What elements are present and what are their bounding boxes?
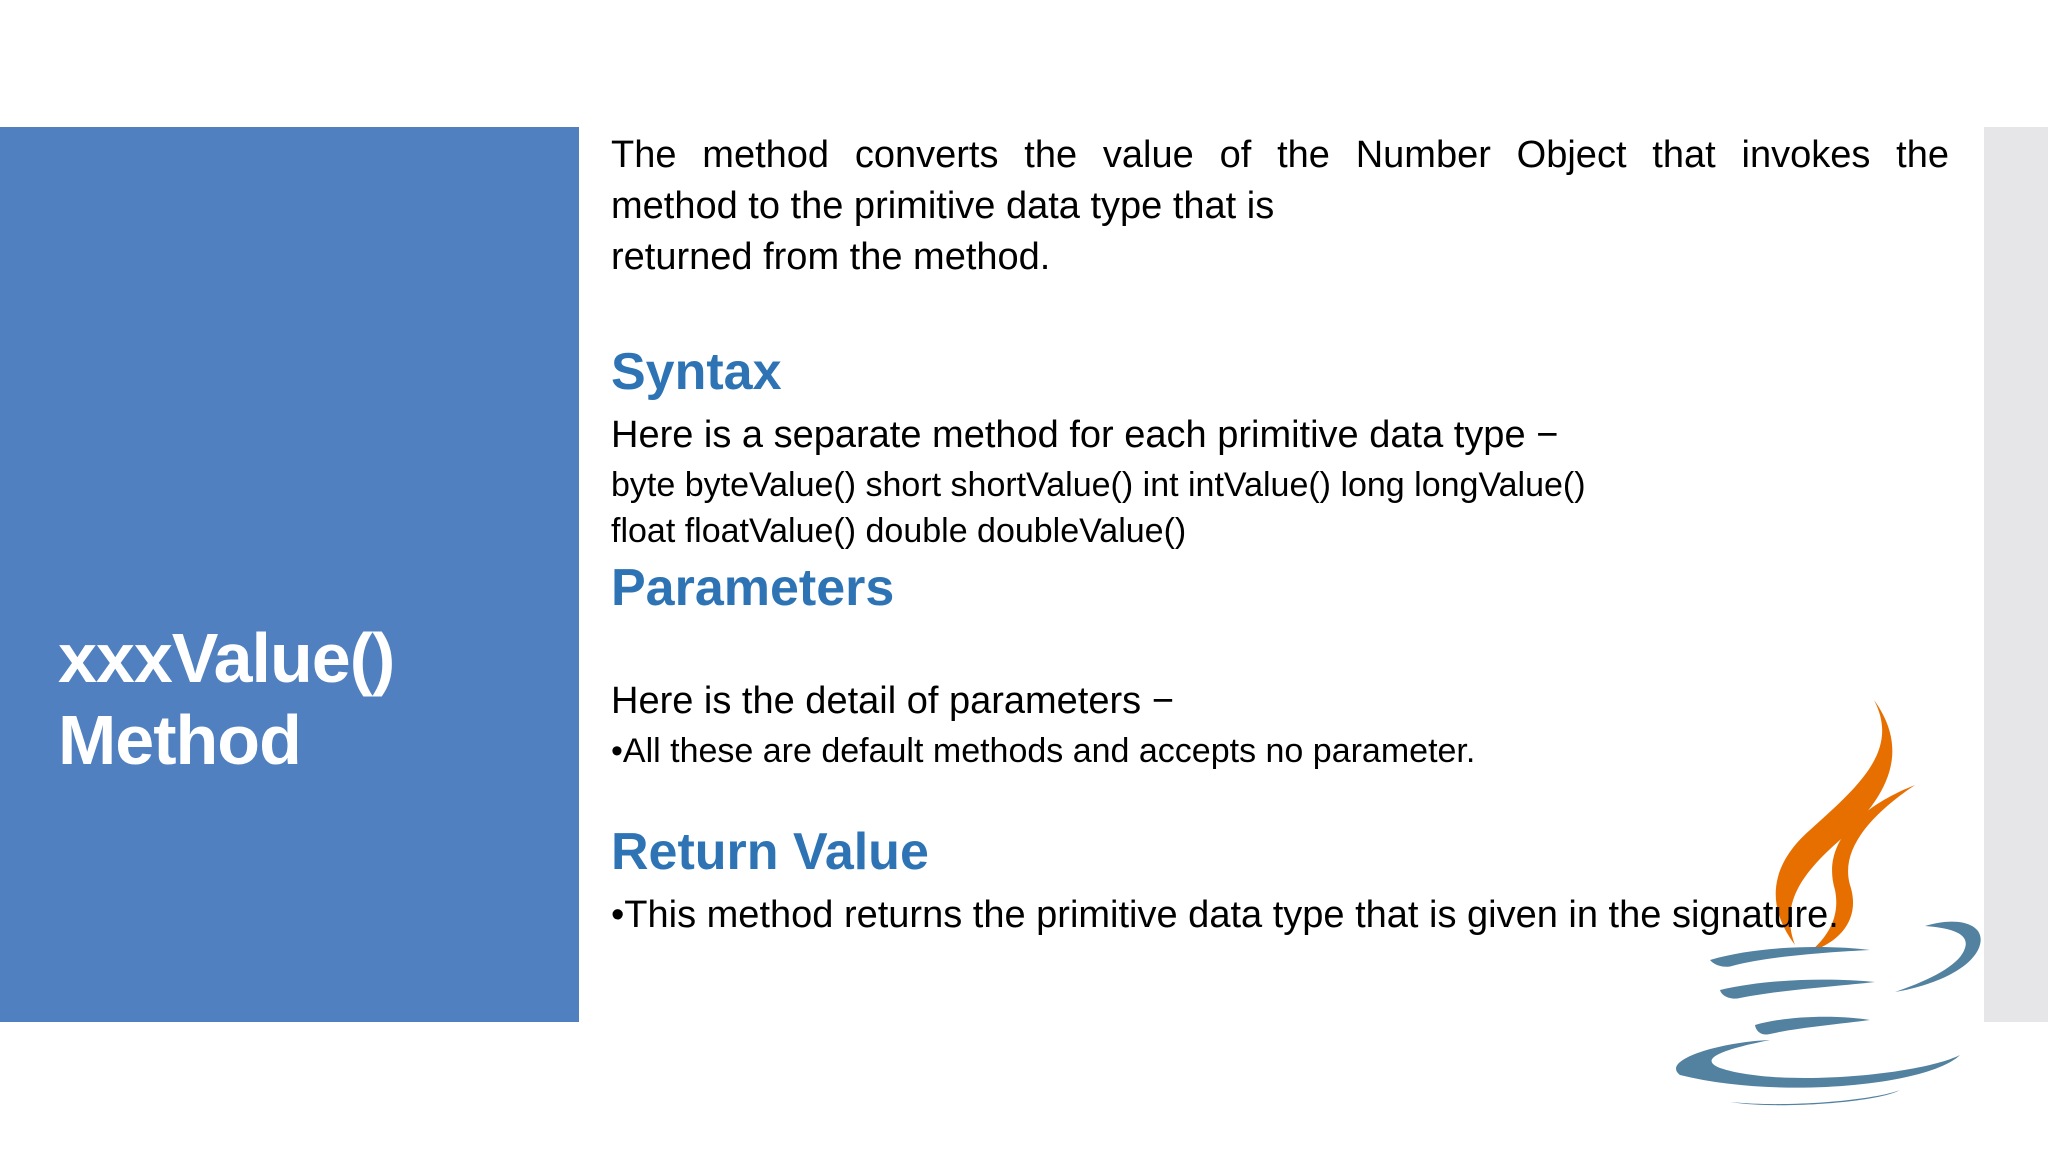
parameters-description: Here is the detail of parameters − — [611, 680, 1174, 722]
slide-body — [611, 130, 1949, 936]
syntax-code-line: float floatValue() double doubleValue() — [611, 512, 1187, 550]
intro-paragraph — [611, 130, 1949, 283]
slide-title-line2: Method — [58, 701, 301, 779]
slide-title-line1: xxxValue() — [58, 619, 395, 697]
syntax-description: Here is a separate method for each primitive data type − — [611, 414, 1559, 456]
syntax-code — [611, 462, 1586, 554]
intro-line: returned from the method. — [611, 236, 1051, 278]
return-value-bullet: •This method returns the primitive data type that is given in the signature. — [611, 894, 1839, 936]
syntax-code-line: byte byteValue() short shortValue() int intValue() long longValue() — [611, 466, 1586, 504]
title-panel — [0, 127, 579, 1022]
intro-line: The method converts the value of the Number Object that invokes the — [611, 134, 1949, 176]
parameters-bullet: •All these are default methods and accepts no parameter. — [611, 732, 1476, 770]
parameters-heading: Parameters — [611, 559, 895, 617]
intro-line: method to the primitive data type that is — [611, 185, 1275, 227]
slide-title — [58, 617, 558, 781]
syntax-heading: Syntax — [611, 343, 782, 401]
return-value-heading: Return Value — [611, 823, 929, 881]
